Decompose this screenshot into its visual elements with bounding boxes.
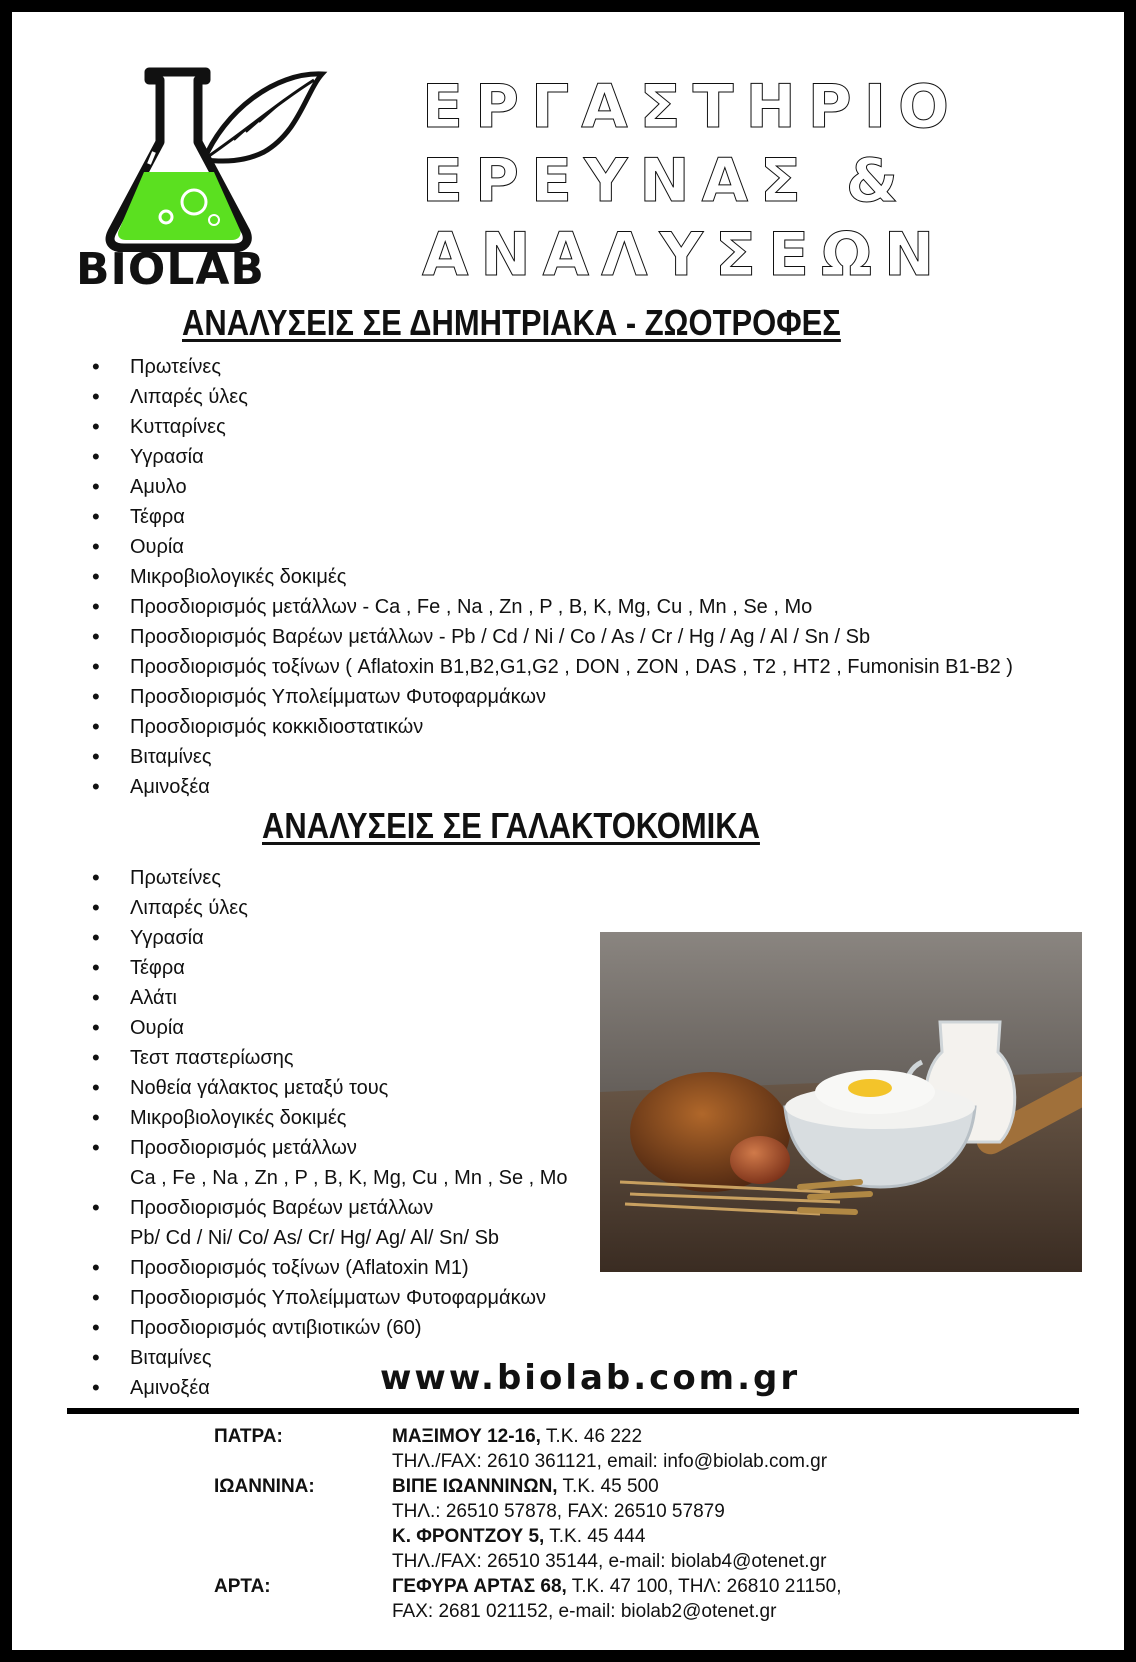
address-zip: Τ.Κ. 45 444 — [544, 1526, 646, 1547]
list-item: • Προσδιορισμός Υπολείμματων Φυτοφαρμάκων — [92, 682, 1013, 712]
website-link[interactable]: www.biolab.com.gr — [380, 1358, 801, 1398]
section-heading-cereals: ΑΝΑΛΥΣΕΙΣ ΣΕ ΔΗΜΗΤΡΙΑΚΑ - ΖΩΟΤΡΟΦΕΣ — [182, 302, 841, 343]
address-street: ΒΙΠΕ ΙΩΑΝΝΙΝΩΝ, — [392, 1476, 558, 1497]
list-item: • Βιταμίνες — [92, 1343, 568, 1373]
list-item: • Λιπαρές ύλες — [92, 893, 568, 923]
list-item: • Προσδιορισμός τοξίνων (Aflatoxin M1) — [92, 1253, 568, 1283]
dairy-bread-photo — [600, 932, 1082, 1272]
list-item: • Αμινοξέα — [92, 772, 1013, 802]
city-arta: ΑΡΤΑ: — [214, 1576, 271, 1597]
list-item: • Ουρία — [92, 532, 1013, 562]
list-item: • Αμυλο — [92, 472, 1013, 502]
list-item: • Υγρασία — [92, 923, 568, 953]
list-item: • Νοθεία γάλακτος μεταξύ τους — [92, 1073, 568, 1103]
city-ioannina: ΙΩΑΝΝΙΝΑ: — [214, 1476, 315, 1497]
title-line-1: ΕΡΓΑΣΤΗΡΙΟ — [422, 72, 962, 142]
title-line-3: ΑΝΑΛΥΣΕΩΝ — [422, 220, 947, 290]
list-item: • Προσδιορισμός Βαρέων μετάλλων - Pb / Cd / Ni / Co / As / Cr / Hg / Ag / Al / Sn / Sb — [92, 622, 1013, 652]
phone-line: FAX: 2681 021152, e-mail: biolab2@otenet.gr — [392, 1601, 777, 1622]
flask-leaf-icon — [74, 52, 344, 252]
address-zip: Τ.Κ. 46 222 — [540, 1426, 643, 1447]
dairy-analyses-list — [92, 863, 568, 1403]
list-item: • Πρωτείνες — [92, 352, 1013, 382]
list-item: • Λιπαρές ύλες — [92, 382, 1013, 412]
phone-line: ΤΗΛ.: 26510 57878, FAX: 26510 57879 — [392, 1501, 725, 1522]
list-item-continuation: Pb/ Cd / Ni/ Co/ As/ Cr/ Hg/ Ag/ Al/ Sn/ Sb — [130, 1227, 500, 1249]
section-heading-dairy: ΑΝΑΛΥΣΕΙΣ ΣΕ ΓΑΛΑΚΤΟΚΟΜΙΚΑ — [262, 805, 760, 846]
logo-text: BIOLAB — [76, 244, 265, 295]
list-item: • Πρωτείνες — [92, 863, 568, 893]
list-item: • Μικροβιολογικές δοκιμές — [92, 1103, 568, 1133]
list-item: • Τεστ παστερίωσης — [92, 1043, 568, 1073]
biolab-logo — [74, 52, 344, 302]
list-item: • Προσδιορισμός μετάλλων - Ca , Fe , Na , Zn , P , B, K, Mg, Cu , Mn , Se , Mo — [92, 592, 1013, 622]
list-item: • Αμινοξέα — [92, 1373, 568, 1403]
list-item: • Βιταμίνες — [92, 742, 1013, 772]
address-street: ΜΑΞΙΜΟΥ 12-16, — [392, 1426, 541, 1447]
flyer-page — [12, 12, 1124, 1650]
list-item: • Ουρία — [92, 1013, 568, 1043]
list-item: • Κυτταρίνες — [92, 412, 1013, 442]
title-line-2: ΕΡΕΥΝΑΣ & — [422, 146, 911, 216]
divider — [67, 1408, 1079, 1414]
list-item: • Προσδιορισμός μετάλλων — [92, 1133, 568, 1163]
list-item: • Προσδιορισμός αντιβιοτικών (60) — [92, 1313, 568, 1343]
phone-line: ΤΗΛ./FAX: 26510 35144, e-mail: biolab4@otenet.gr — [392, 1551, 827, 1572]
address-zip: Τ.Κ. 45 500 — [557, 1476, 659, 1497]
list-item: • Τέφρα — [92, 502, 1013, 532]
phone-line: ΤΗΛ./FAX: 2610 361121, email: info@biolab.com.gr — [392, 1451, 828, 1472]
page-title — [422, 70, 1002, 292]
list-item: • Αλάτι — [92, 983, 568, 1013]
list-item: • Υγρασία — [92, 442, 1013, 472]
list-item: • Προσδιορισμός τοξίνων ( Aflatoxin B1,B2,G1,G2 , DON , ZON , DAS , T2 , HT2 , Fumonisin B1-B2 ) — [92, 652, 1013, 682]
list-item: • Μικροβιολογικές δοκιμές — [92, 562, 1013, 592]
cereals-analyses-list — [92, 352, 1013, 802]
address-zip: Τ.Κ. 47 100, ΤΗΛ: 26810 21150, — [566, 1576, 842, 1597]
list-item: • Προσδιορισμός Βαρέων μετάλλων — [92, 1193, 568, 1223]
list-item: • Τέφρα — [92, 953, 568, 983]
list-item: • Προσδιορισμός κοκκιδιοστατικών — [92, 712, 1013, 742]
address-street: ΓΕΦΥΡΑ ΑΡΤΑΣ 68, — [392, 1576, 567, 1597]
address-street: Κ. ΦΡΟΝΤΖΟΥ 5, — [392, 1526, 545, 1547]
list-item-continuation: Ca , Fe , Na , Zn , P , B, K, Mg, Cu , Mn , Se , Mo — [130, 1167, 568, 1189]
list-item: • Προσδιορισμός Υπολείμματων Φυτοφαρμάκων — [92, 1283, 568, 1313]
city-patra: ΠΑΤΡΑ: — [214, 1426, 283, 1447]
